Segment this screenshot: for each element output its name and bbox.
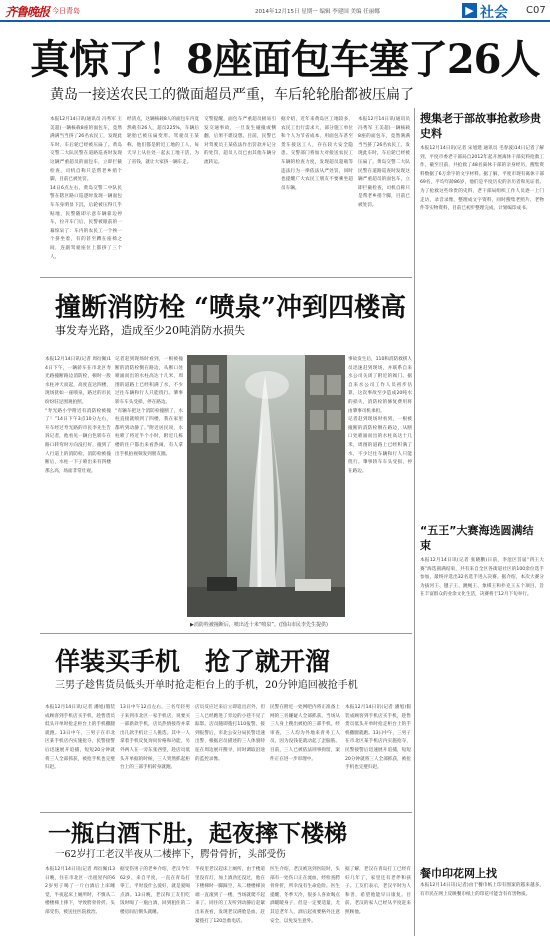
story2-col3: 事故发生后，110和消防救援人员迅速赶到现场，并联系自来水公司关闭了附近的阀门。据自来水公司工作人员初步估算，这次事故至少造成20吨水的损失，消防栓的修复费用将由肇事司机承担。 记者赶到现场时看到，一根被撞断的消防栓倒在路边，从断口处喷涌而出的水柱高达十几米，周围的道路上已经积满了水，不少过往车辆和行人只能绕行。肇事轿车车头受损，停在路边。 (348, 357, 412, 474)
sidebar-divider (414, 108, 415, 936)
sidebar-story1-headline: 搜集老于部故事抢救珍贵史料 (420, 112, 541, 140)
edition-name: 今日青岛 (52, 7, 80, 15)
story4-col2: 据受伤男子的老乡介绍，老汉今年62岁，来自平度，一直在青岛打零工，平时没什么爱好，就是爱喝点酒。13日晚，老汉和工友们吃饭时喝了一瓶白酒，回到租住的二楼房间后倒头就睡。 (120, 867, 190, 915)
photo-caption: ▶消防栓被撞断后，喷出近十米“喷泉”。(图由市民李先生提供) (190, 622, 328, 628)
story1-headline: 真惊了！8座面包车塞了26人 (30, 36, 540, 83)
story3-col4: 民警在附近一处网吧内将正准备上网的三名嫌疑人全部抓获，当场从三人身上搜出被抢的三部手机。经审查，三人均为外地来青务工人员，因为没钱花就动起了歪脑筋。目前，三人已被依法刑事拘留，案件正在进一步审理中。 (270, 705, 340, 762)
story1-col2: 经清点，这辆核载8人的面包车内竟然载有26人，超员225%，车辆后轮胎已被压扁变形。驾驶员王某称，他们都是附近工地的工人，每天早上从住处一起去工地干活，为了省钱，就让大家挤一辆车走。 (127, 117, 199, 165)
story4-col5: 据了解，老汉在青岛打工已经有好几年了，家里还有老伴和孩子。工友们表示，老汉平时为人和善，希望他能早日康复。目前，老汉的家人已经从平度赶来照顾他。 (345, 867, 411, 915)
story1-col3: 交警提醒，面包车严重超员极易引发交通事故，一旦发生碰撞或侧翻，后果不堪设想。目前，民警已对驾驶员王某依法作出罚款并记分的处罚，超员人员已由其他车辆分流转运。 (204, 117, 276, 165)
story3-headline: 佯装买手机 抢了就开溜 (55, 647, 331, 676)
story3-col2: 13日中午12点左右，三名年轻男子来到市北区一家手机店，说要买一部新款手机，店员热情接待并拿出几款手机让三人挑选。其中一人拿着手机反复询问价格和功能，另外两人在一旁东张西望，趁店员低头开单据的时候，三人突然抓起柜台上的三部手机转身就跑。 (120, 705, 190, 771)
story4-subheadline: 一62岁打工老汉半夜从二楼摔下，腭骨骨折，头部受伤 (55, 849, 286, 860)
story2-photo (187, 355, 345, 617)
fire-hydrant-fountain-photo (187, 355, 345, 617)
story2-col1: 本报12月14日讯(记者 周衍佩)14日下午，一辆轿车在市北区寿光路撞断路边消防栓，顿时一股水柱冲天而起，高度直达四楼，现场犹如一座喷泉，路过的市民纷纷驻足围观拍照。 “寿光路小学附近有消防栓被撞了！”14日下午3点10分左右，开车经过寿光路的市民李先生告诉记者，他看见一辆白色轿车在路口转弯时方向没打好，撞到了人行道上的消防栓，消防栓被撞断后，水柱一下子喷出来有四楼那么高，场面非常壮观。 (45, 357, 111, 474)
sidebar-story1-body: 本报12月14日讯(记者 宋旭建 通讯员 毛春波)14日记者了解到，平度市委老干部局自2012年起开展离休干部史料抢救工作，截至目前，共抢救了48名离休干部的亲身经历，搜集资料数据了6万余字的文字材料。据了解，平度市现有离休干部69名，平均年龄86岁，他们是平度历史的亲历者和见证者。为了抢救这些珍贵的史料，老干部局组织工作人员逐一上门走访，录音录像，整理成文字资料，同时搜集老照片、老物件等实物资料，目前已初步整理完成，计划编印成书。 (420, 146, 544, 212)
newspaper-logo: 齐鲁晚报 (5, 5, 50, 19)
story1-subheadline: 黄岛一接送农民工的微面超员严重，车后轮轮胎都被压扁了 (50, 87, 414, 103)
story4-col4: 医生介绍，老汉被送到医院时，头部有一处伤口正在流血，经检查腭骨骨折，所幸没有生命危险。医生提醒，冬季天冷，很多人喜欢喝点酒暖暖身子，但是一定要适量，尤其是老年人，酒后起夜要格外注意安全，以免发生意外。 (270, 867, 340, 924)
divider (40, 277, 412, 278)
sidebar-story3-headline: 餐巾印花网上找 (420, 867, 497, 880)
story3-col3: 店员反应过来后立即追出店外，但三人已经跑进了旁边的小巷不见了踪影。店员随即拨打110报警。接到报警后，市北公安分局民警迅速出警，根据店员描述的三人体貌特征在周边展开搜寻，同时调取沿途的监控录像。 (195, 705, 265, 762)
story2-col2: 记者赶到现场时看到，一根被撞断的消防栓倒在路边，从断口处喷涌而出的水柱高达十几米，周围的道路上已经积满了水，不少过往车辆和行人只能绕行。肇事轿车车头受损，停在路边。 “有辆车把这个消防栓撞断了，水柱直接就喷到了四楼，我在家里都听到动静了。”附近居民说，水柱喷了将近半个小时，附近几栋楼的住户都出来看热闹，有人拿出手机拍视频发到朋友圈。 (115, 357, 183, 457)
page-number: C07 (526, 5, 546, 16)
masthead (0, 0, 550, 22)
section-name: 社会 (480, 5, 508, 21)
story2-subheadline: 事发寿光路，造成至少20吨消防水损失 (55, 324, 245, 337)
story3-col1: 本报12月14日讯(记者 潘旭)假装成顾客到手机店买手机，趁售货员低头开单时抢走柜台上的手机撒腿就跑。13日中午，三男子在市北区某手机店内实施抢夺，民警接警后迅速展开追捕，短短20分钟就将三人全部抓获，被抢手机也完璧归赵。 (45, 705, 115, 771)
sidebar-story2-body: 本报12月14日讯(记者 张晓鹏)日前，李沧区首届“四王大赛”海选圆满结束，共有来自全区各街道社区的100余位选手参加，最终评选出32名选手进入决赛。据介绍，本次大赛分为拔河王、毽子王、跳绳王、象棋王和扑克王五个项目，旨在丰富群众的业余文化生活，决赛将于12月下旬举行。 (420, 558, 544, 598)
story3-col5: 本报12月14日讯(记者 潘旭)假装成顾客到手机店买手机，趁售货员低头开单时抢走柜台上的手机撒腿就跑。13日中午，三男子在市北区某手机店内实施抢夺，民警接警后迅速展开追捕，短短20分钟就将三人全部抓获，被抢手机也完璧归赵。 (345, 705, 411, 771)
divider (40, 812, 412, 813)
divider (40, 633, 412, 634)
story1-col5: 本报12月14日讯(通讯员 冯秀军 王美超)一辆核载8座的面包车，竟然满满当当挤了26名农民工，发现此车时，车后轮已经被压扁了。黄岛交警二大队民警在道路巡查时发现这辆严重超员的面包车，立即拦截检查，司机自称只是帮老乡捎个脚，目前已被处罚。 (358, 117, 410, 208)
story3-subheadline: 三男子趁售货员低头开单时抢走柜台上的手机，20分钟追回被抢手机 (55, 680, 358, 691)
story1-col1: 本报12月14日讯(通讯员 冯秀军 王美超)一辆核载8座的面包车，竟然满满当当挤了26名农民工，发现此车时，车后轮已经被压扁了。黄岛交警二大队民警在道路巡查时发现这辆严重超员的面包车，立即拦截检查，司机自称只是帮老乡捎个脚，目前已被处罚。 14日6点左右，黄岛交警二中队民警在辖区路口巡逻时发现一辆面包车车身明显下沉，后轮被压得几乎贴地，民警随即示意车辆靠边停车，拉开车门后，民警被眼前的一幕惊呆了：车内的农民工一个挨一个挤坐着，有的甚至蹲在座椅之间，连副驾驶座位上都挤了三个人。 (50, 117, 122, 260)
section-arrow-icon: ▶ (462, 3, 477, 18)
story4-col1: 本报12月14日讯(记者 周衍佩)13日晚，住在市北区一出租屋内的62岁男子喝了一斤白酒后上床睡觉，半夜起床上厕所时，不慎从二楼楼梯上摔下，导致腭骨骨折、头部受伤，被送往医院救治。 (45, 867, 115, 915)
sidebar-story3-body: 本报12月14日讯(记者)由于餐巾纸上印有图案的越来越多，有市民在网上反映餐巾纸上的印花可能含有有害物质。 (420, 883, 544, 897)
dateline: 2014年12月15日 星期一 编辑 李建国 美编 任丽娜 (255, 9, 380, 15)
sidebar-story2-headline: “五王”大赛海选圆满结束 (420, 524, 534, 552)
story2-headline: 撞断消防栓 “喷泉”冲到四楼高 (55, 293, 406, 323)
story4-headline: 一瓶白酒下肚，起夜摔下楼梯 (48, 820, 347, 847)
story1-col4: 据介绍，近年来黄岛区工地较多，农民工出行需求大，部分施工单位和个人为节省成本，用面包车甚至货车接送工人，存在较大安全隐患。交警部门将加大对接送农民工车辆的检查力度，发现超员超载等违法行为一律依法从严处罚，同时也提醒广大农民工朋友不要乘坐超员车辆。 (281, 117, 353, 191)
story4-col3: 半夜里老汉起床上厕所，由于楼道里没有灯，加上酒劲还没过，他在下楼梯时一脚踩空，从二楼楼梯顶端一直滚到了一楼，当场就爬不起来了。同住的工友听到动静后赶紧出来查看，发现老汉满脸是血，赶紧拨打了120急救电话。 (195, 867, 265, 924)
